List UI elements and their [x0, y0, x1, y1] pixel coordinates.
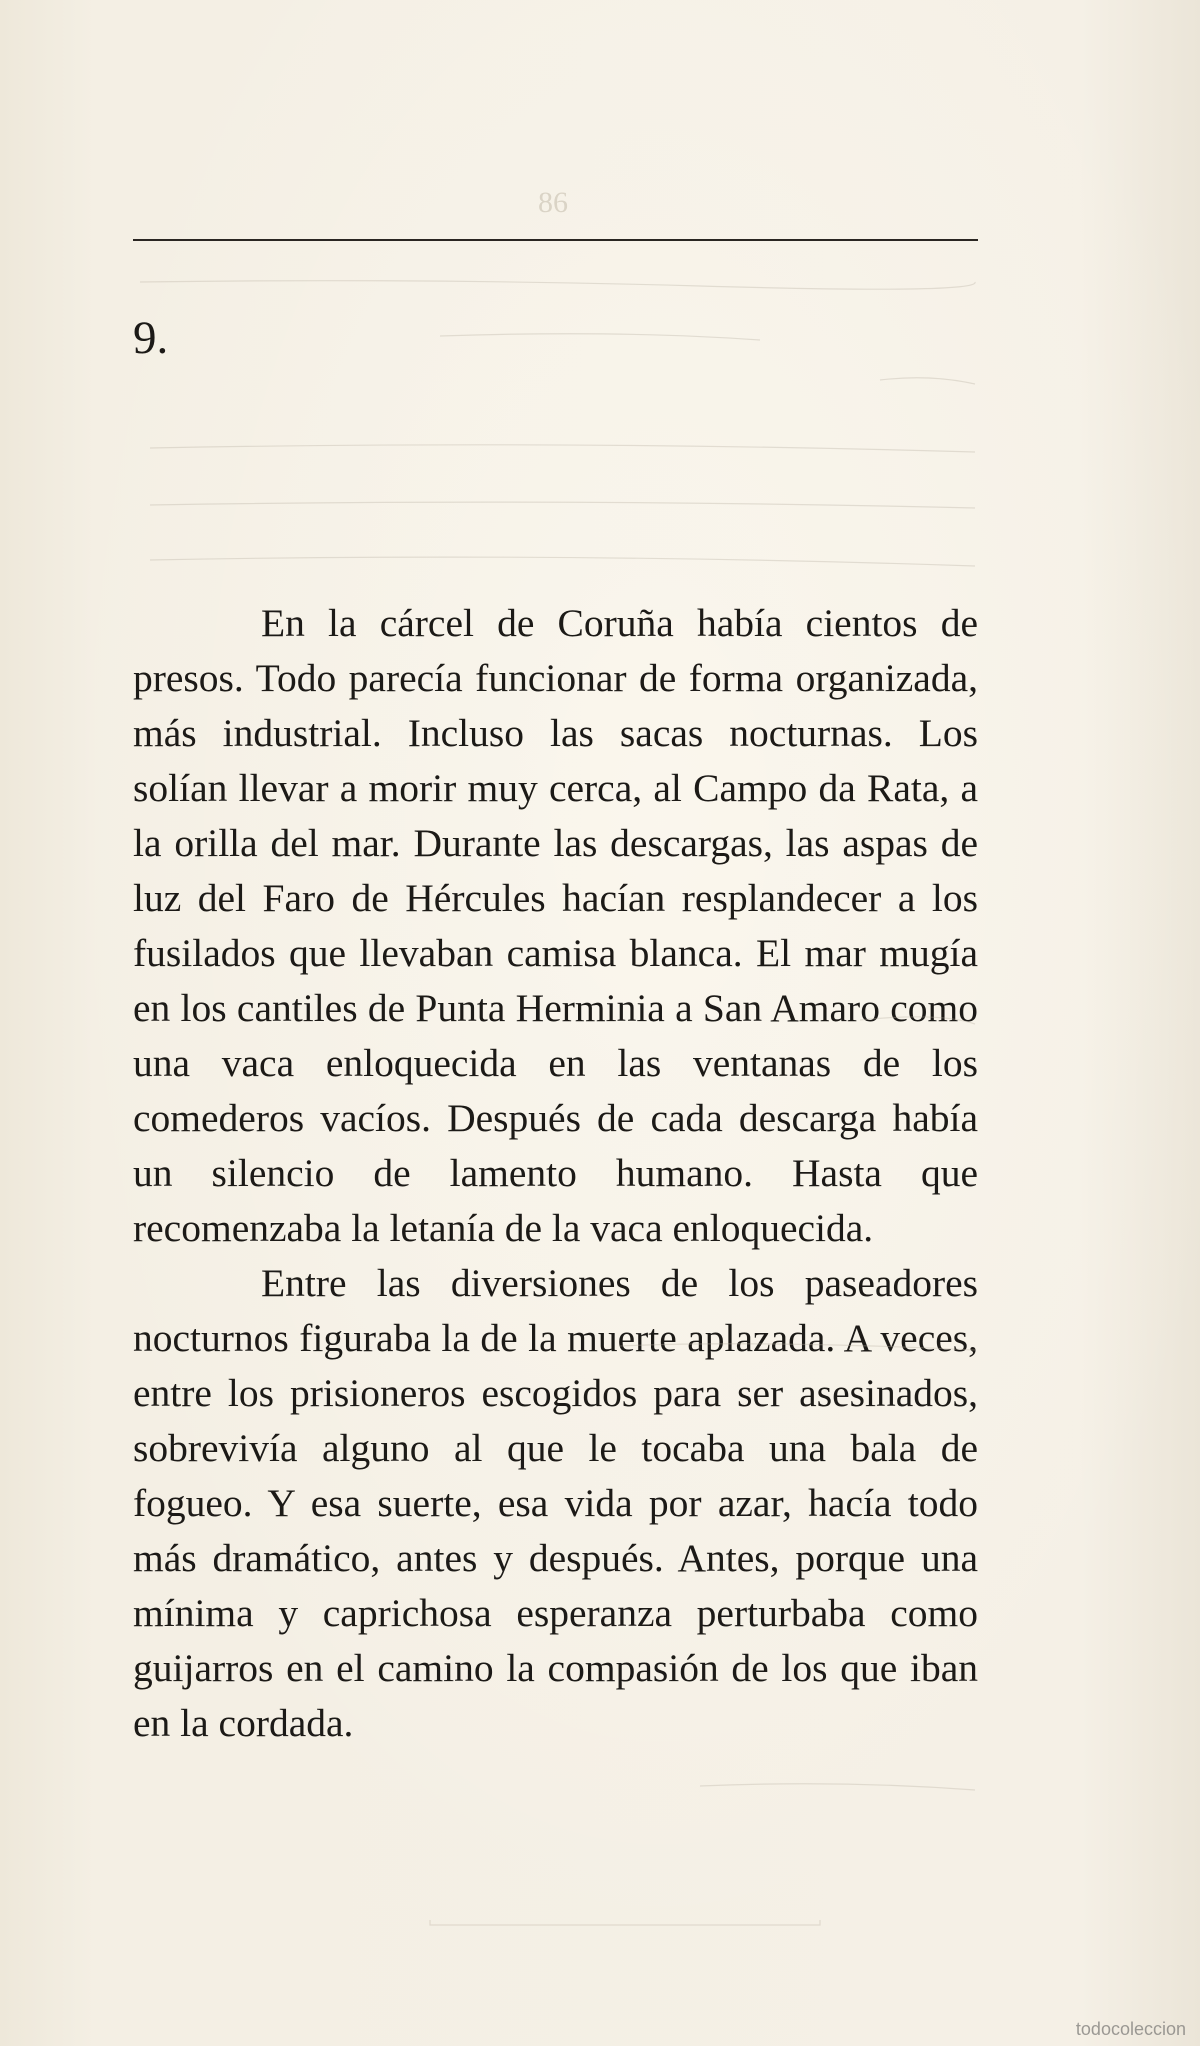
paragraph-1: En la cárcel de Coruña había cientos de presos. Todo parecía funcionar de forma organizada, más industrial. Incluso las sacas nocturnas. Los solían llevar a morir muy cerca, al Campo da Rata, a la orilla del mar. Durante las descargas, las aspas de luz del Faro de Hércules hacían resplandecer a los fusilados que llevaban camisa blanca. El mar mugía en los cantiles de Punta Herminia a San Amaro como una vaca enloquecida en las ventanas de los comederos vacíos. Después de cada descarga había un silencio de lamento humano. Hasta que recomenzaba la letanía de la vaca enloquecida. — [133, 601, 978, 1250]
body-text — [133, 596, 978, 1751]
paragraph-2: Entre las diversiones de los paseadores nocturnos figuraba la de la muerte aplazada. A veces, entre los prisioneros escogidos para ser asesinados, sobrevivía alguno al que le tocaba una bala de fogueo. Y esa suerte, esa vida por azar, hacía todo más dramático, antes y después. Antes, porque una mínima y caprichosa esperanza perturbaba como guijarros en el camino la compasión de los que iban en la cordada. — [133, 1261, 978, 1745]
header-rule — [133, 239, 978, 241]
watermark-text: todocoleccion — [1075, 2019, 1186, 2039]
chapter-number: 9. — [133, 312, 169, 364]
page-number: 86 — [538, 186, 568, 219]
